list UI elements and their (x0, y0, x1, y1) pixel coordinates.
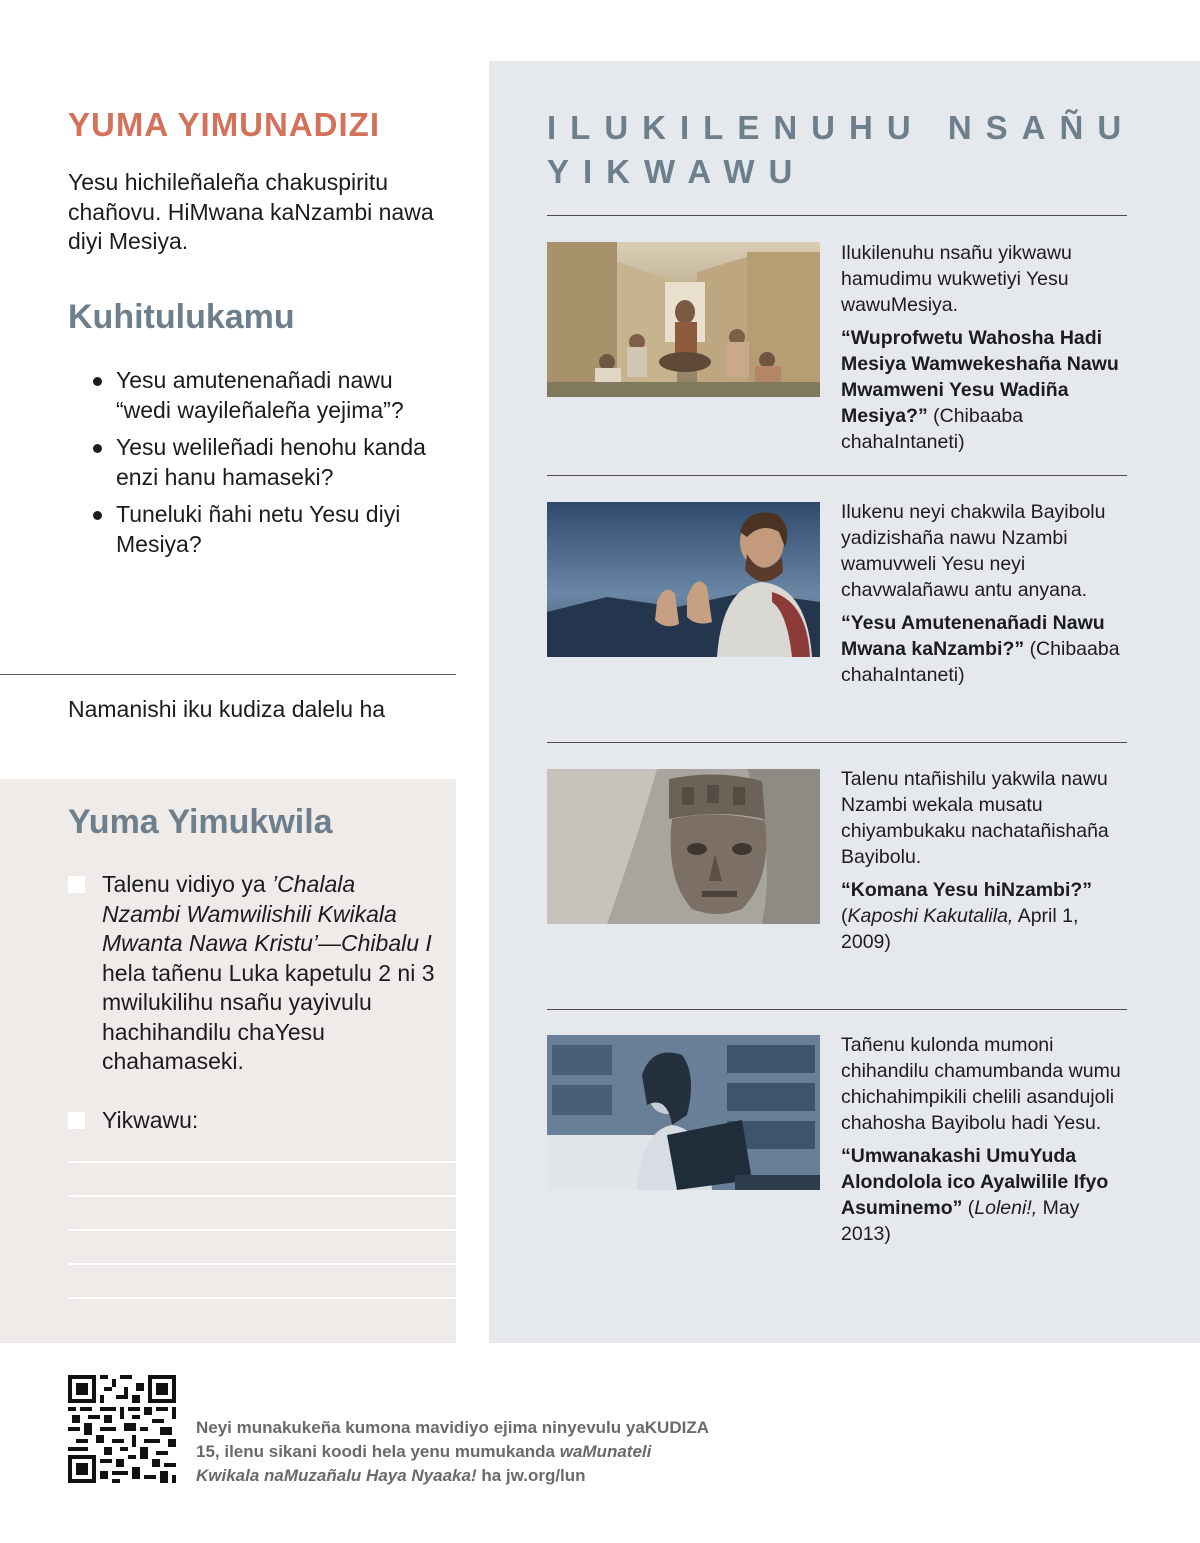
article-image[interactable] (547, 502, 820, 657)
article-image[interactable] (547, 769, 820, 924)
explore-divider (547, 742, 1127, 743)
article-link[interactable]: “Yesu Amutenenañadi Nawu Mwana kaNzambi?” (Chibaaba chahaIntaneti) (841, 612, 1120, 686)
activity-title: Yuma Yimukwila (68, 803, 333, 841)
explore-divider (547, 1009, 1127, 1010)
write-line[interactable] (68, 1297, 456, 1299)
article-image[interactable] (547, 1035, 820, 1190)
explore-divider (547, 475, 1127, 476)
activity-item-text: Yikwawu: (102, 1107, 199, 1133)
review-title: Kuhitulukamu (68, 298, 295, 336)
article-text (841, 499, 1131, 688)
article-description: Ilukenu neyi chakwila Bayibolu yadizishaña nawu Nzambi wamuvweli Yesu neyi chavwalañawu antu anyana. (841, 501, 1106, 601)
article-description: Talenu ntañishilu yakwila nawu Nzambi wekala musatu chiyambukaku nachatañishaña Bayibolu. (841, 768, 1109, 868)
summary-text: Yesu hichileñaleña chakuspiritu chañovu. HiMwana kaNzambi nawa diyi Mesiya. (68, 169, 434, 254)
review-question: Tuneluki ñahi netu Yesu diyi Mesiya? (92, 500, 442, 559)
activity-item-video (68, 870, 438, 1077)
section-divider (0, 674, 456, 675)
article-description: Ilukilenuhu nsañu yikwawu hamudimu wukwetiyi Yesu wawuMesiya. (841, 242, 1072, 316)
article-text (841, 766, 1131, 955)
article-link[interactable]: “Komana Yesu hiNzambi?” (Kaposhi Kakutalila, April 1, 2009) (841, 879, 1093, 953)
article-description: Tañenu kulonda mumoni chihandilu chamumbanda wumu chichahimpikili chelili asandujoli chahosha Bayibolu hadi Yesu. (841, 1034, 1121, 1134)
article-text (841, 1032, 1131, 1247)
explore-divider (547, 215, 1127, 216)
article-link[interactable]: “Umwanakashi UmuYuda Alondolola ico Ayalwilile Ifyo Asuminemo” (Loleni!, May 2013) (841, 1145, 1109, 1245)
article-link[interactable]: “Wuprofwetu Wahosha Hadi Mesiya Wamwekeshaña Nawu Mwamweni Yesu Wadiña Mesiya?” (Chibaaba chahaIntaneti) (841, 327, 1119, 453)
review-question: Yesu amutenenañadi nawu “wedi wayileñaleña yejima”? (92, 366, 442, 425)
write-line[interactable] (68, 1195, 456, 1197)
review-question-list (92, 366, 442, 567)
write-line[interactable] (68, 1161, 456, 1163)
article-text (841, 240, 1131, 455)
activity-item-other (68, 1106, 438, 1136)
footer-text: Neyi munakukeña kumona mavidiyo ejima ninyevulu yaKUDIZA 15, ilenu sikani koodi hela yenu mumukanda waMunateli Kwikala naMuzañalu Haya Nyaaka! ha jw.org/lun (196, 1418, 709, 1485)
activity-item-text: Talenu vidiyo ya ’Chalala Nzambi Wamwilishili Kwikala Mwanta Nawa Kristu’—Chibalu I hela tañenu Luka kapetulu 2 ni 3 mwilukilihu nsañu yayivulu hachihandilu chaYesu chahamaseki. (102, 871, 435, 1074)
goal-text: Namanishi iku kudiza dalelu ha (68, 696, 386, 722)
article-image[interactable] (547, 242, 820, 397)
checkbox[interactable] (68, 876, 85, 893)
summary-title: YUMA YIMUNADIZI (68, 106, 380, 143)
review-question: Yesu welileñadi henohu kanda enzi hanu hamaseki? (92, 433, 442, 492)
write-line[interactable] (68, 1263, 456, 1265)
write-line[interactable] (68, 1229, 456, 1231)
checkbox[interactable] (68, 1112, 85, 1129)
explore-title: ILUKILENUHU NSAÑU YIKWAWU (547, 109, 1136, 190)
qr-code[interactable] (68, 1375, 176, 1483)
